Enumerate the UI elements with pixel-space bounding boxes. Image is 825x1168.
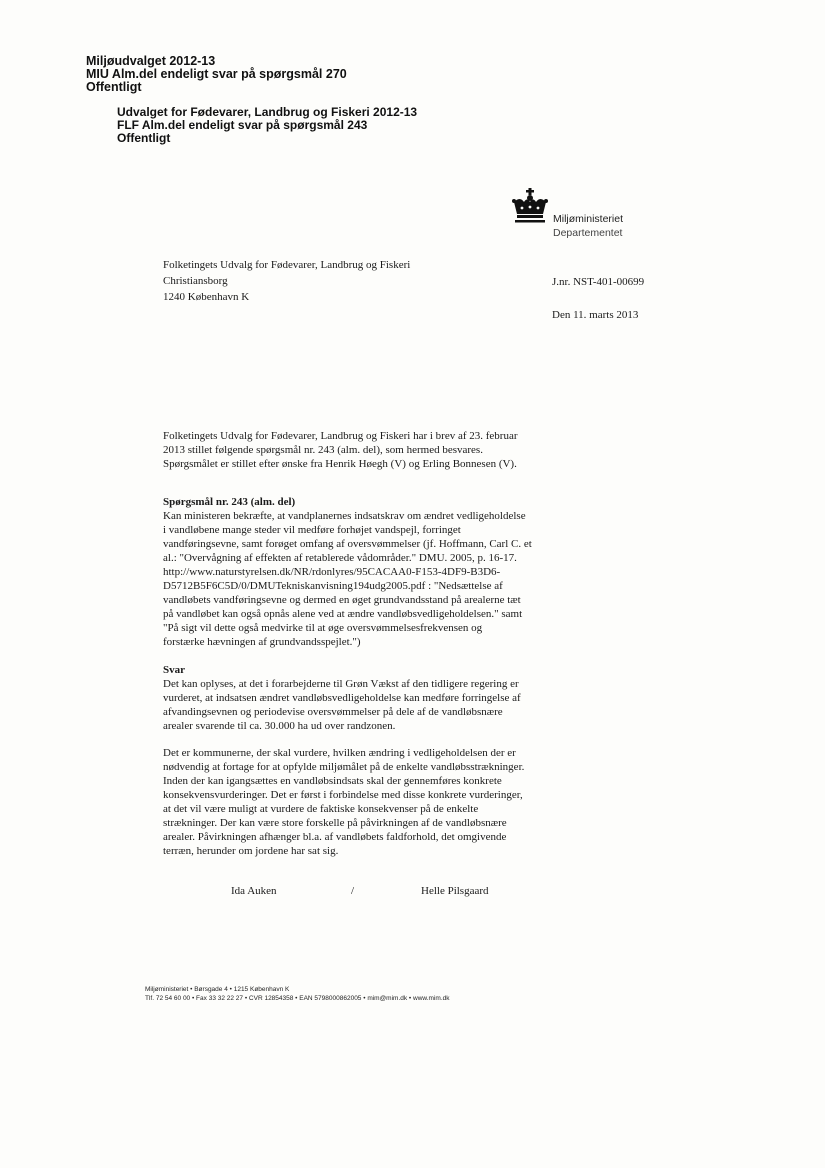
recipient-line: Folketingets Udvalg for Fødevarer, Landbrug og Fiskeri [163,259,411,271]
recipient-address [163,257,410,305]
text-line: Spørgsmålet er stillet efter ønske fra Henrik Høegh (V) og Erling Bonnesen (V). [163,458,517,470]
intro-paragraph [163,429,563,471]
text-line: Kan ministeren bekræfte, at vandplanernes indsatskrav om ændret vedligeholdelse [163,510,526,522]
header-line: MIU Alm.del endeligt svar på spørgsmål 270 [86,67,347,81]
text-line: vandløbets vandføringsevne og dermed en øget grundvandsstand på arealerne tæt [163,594,521,606]
recipient-line: 1240 København K [163,291,250,303]
text-line: "På sigt vil dette også medvirke til at øge oversvømmelsesfrekvensen og [163,622,483,634]
text-line: Det er kommunerne, der skal vurdere, hvilken ændring i vedligeholdelsen der er [163,747,516,759]
text-line: vandføringsevne, samt forøget omfang af oversvømmelser (jf. Hoffmann, Carl C. et [163,538,532,550]
header-line: Offentligt [86,80,142,94]
text-line: strækninger. Der kan være store forskelle på påvirkningen af de vandløbsnære [163,817,507,829]
question-section [163,495,563,649]
text-line: afvandingsevnen og periodevise oversvømmelser på dele af de vandløbsnære [163,706,503,718]
text-line: Folketingets Udvalg for Fødevarer, Landbrug og Fiskeri har i brev af 23. februar [163,430,518,442]
header-line: Offentligt [117,131,171,145]
signatory-minister: Ida Auken [231,885,277,897]
ministry-name: Miljøministeriet [553,213,624,225]
question-heading: Spørgsmål nr. 243 (alm. del) [163,496,296,508]
committee-header-flf [117,106,417,145]
recipient-line: Christiansborg [163,275,228,287]
crown-icon [510,188,550,224]
text-line: arealer svarende til ca. 30.000 ha ud over randzonen. [163,720,396,732]
header-line: Udvalget for Fødevarer, Landbrug og Fiskeri 2012-13 [117,105,418,119]
answer-section [163,663,563,733]
signatory-official: Helle Pilsgaard [421,885,489,897]
text-line: Inden der kan igangsættes en vandløbsindsats skal der gennemføres konkrete [163,775,502,787]
text-line: nødvendig at fortage for at opfylde miljømålet på de enkelte vandløbsstrækninger. [163,761,525,773]
signature-separator: / [351,885,355,897]
text-line: 2013 stillet følgende spørgsmål nr. 243 (alm. del), som hermed besvares. [163,444,483,456]
ministry-identity [553,212,623,240]
text-line: på vandløbet kan også opnås alene ved at ændre vandløbsvedligeholdelsen." samt [163,608,523,620]
text-line: i vandløbene mange steder vil medføre forhøjet vandspejl, forringet [163,524,461,536]
text-line: Det kan oplyses, at det i forarbejderne til Grøn Vækst af den tidligere regering er [163,678,519,690]
text-line: at det vil være muligt at vurdere de faktiske konsekvenser på de enkelte [163,803,479,815]
footer-address: Miljøministeriet • Børsgade 4 • 1215 København K [145,986,290,993]
text-line: al.: "Overvågning af effekten af retablerede vådområder." DMU. 2005, p. 16-17. [163,552,517,564]
journal-number: J.nr. NST-401-00699 [552,276,645,288]
header-line: FLF Alm.del endeligt svar på spørgsmål 243 [117,118,368,132]
answer-paragraph-2 [163,746,563,858]
text-line: konsekvensvurderinger. Det er først i forbindelse med disse konkrete vurderinger, [163,789,523,801]
answer-heading: Svar [163,664,185,676]
ministry-department: Departementet [553,227,623,239]
header-line: Miljøudvalget 2012-13 [86,54,216,68]
text-line: arealer. Påvirkningen afhænger bl.a. af vandløbets faldforhold, det omgivende [163,831,507,843]
text-line: D5712B5F6C5D/0/DMUTekniskanvisning194udg2005.pdf : "Nedsættelse af [163,580,503,592]
footer-contact: Tlf. 72 54 60 00 • Fax 33 32 22 27 • CVR 12854358 • EAN 5798000862005 • mim@mim.dk • www.mim.dk [145,995,450,1002]
text-line: forstærke hævningen af grundvandsspejlet.") [163,636,361,648]
text-line: terræn, herunder om jordene har sat sig. [163,845,339,857]
letter-footer [145,985,450,1003]
text-line: vurderet, at indsatsen ændret vandløbsvedligeholdelse kan medføre forringelse af [163,692,521,704]
letter-date: Den 11. marts 2013 [552,309,639,321]
committee-header-miu [86,55,347,94]
text-line: http://www.naturstyrelsen.dk/NR/rdonlyres/95CACAA0-F153-4DF9-B3D6- [163,566,501,578]
